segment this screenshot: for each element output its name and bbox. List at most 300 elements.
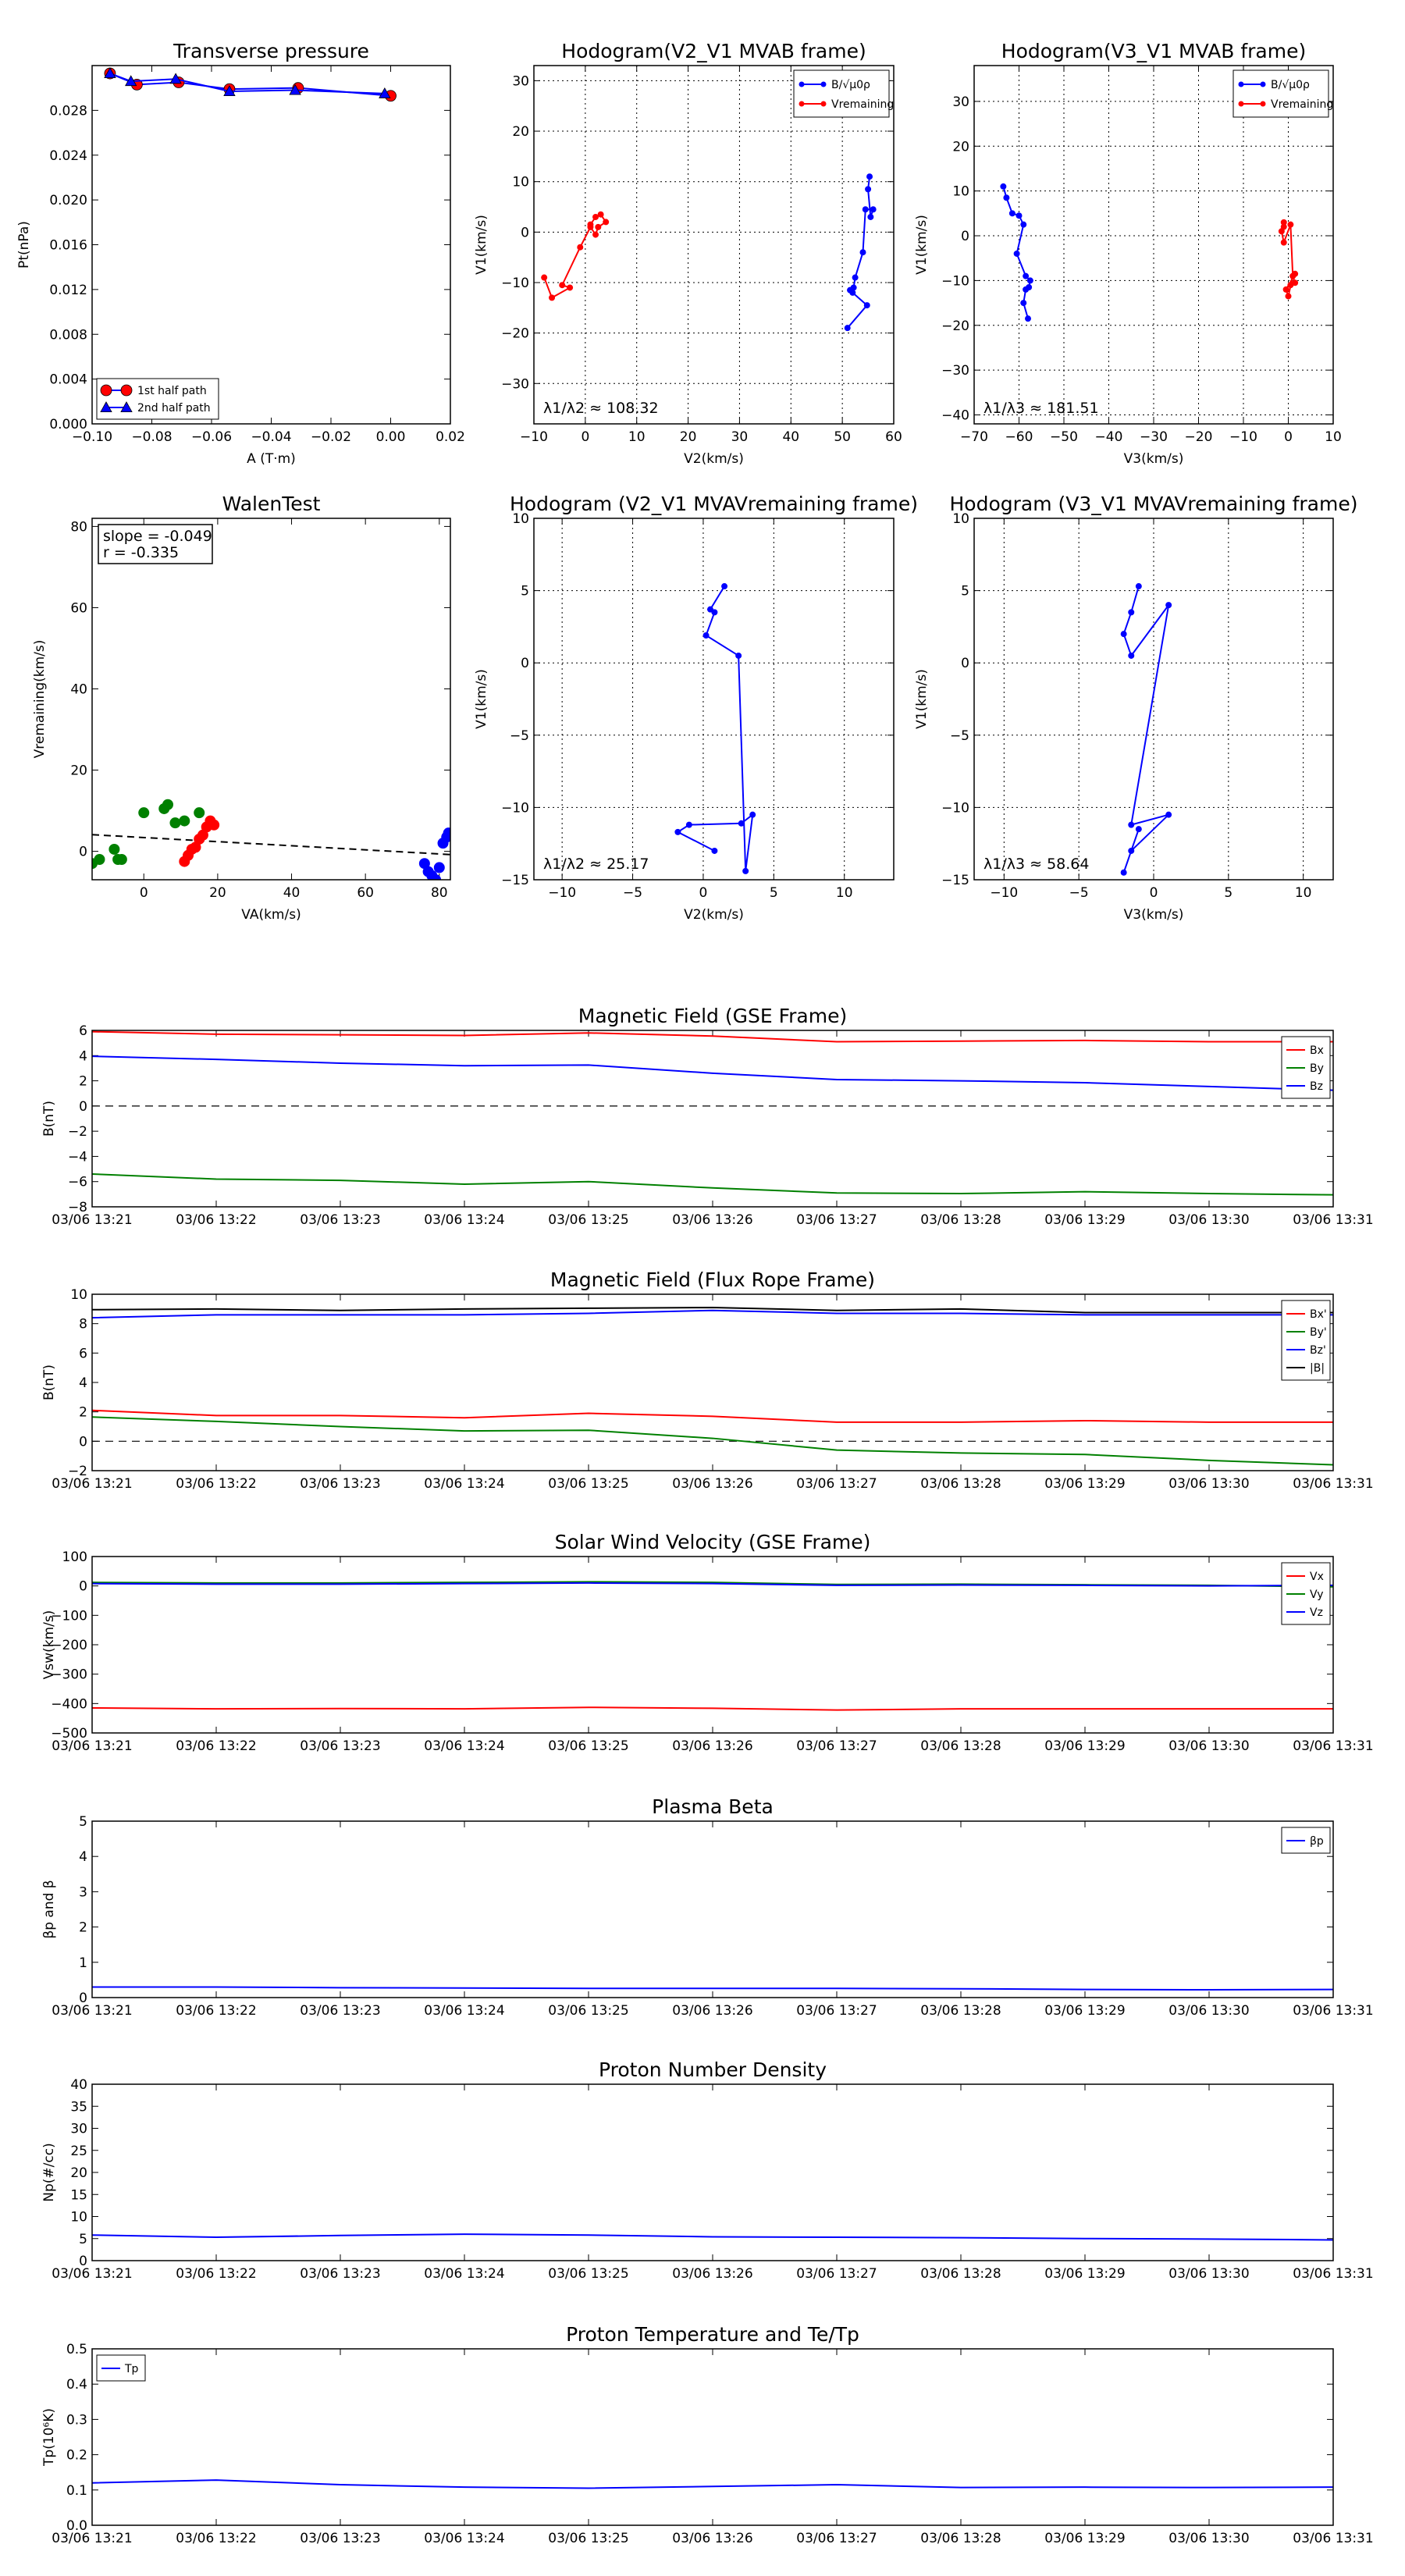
chart-title: Plasma Beta — [652, 1795, 774, 1818]
legend-label: Bx — [1310, 1044, 1324, 1057]
legend-label: By — [1310, 1062, 1324, 1075]
x-tick-label: 03/06 13:26 — [672, 1476, 753, 1492]
y-tick-label: 5 — [79, 1814, 87, 1830]
data-point — [738, 820, 744, 826]
y-tick-label: −2 — [67, 1464, 87, 1479]
data-point — [1004, 195, 1009, 201]
data-point — [1023, 286, 1029, 292]
data-point — [712, 610, 717, 615]
y-tick-label: −5 — [949, 728, 969, 744]
data-point — [722, 584, 727, 589]
y-tick-label: 3 — [79, 1884, 87, 1901]
data-point — [209, 820, 219, 830]
x-tick-label: 03/06 13:24 — [424, 1212, 505, 1228]
data-point — [1136, 584, 1141, 589]
chart-title: Hodogram (V2_V1 MVAVremaining frame) — [510, 493, 918, 515]
x-tick-label: 03/06 13:26 — [672, 2266, 753, 2282]
data-point — [1279, 229, 1284, 234]
y-tick-label: −30 — [501, 376, 529, 393]
y-tick-label: −10 — [501, 275, 529, 291]
data-point — [845, 326, 850, 331]
x-tick-label: −10 — [990, 885, 1019, 901]
y-tick-label: 0.2 — [66, 2447, 87, 2464]
data-point — [1026, 316, 1031, 322]
chart-title: Magnetic Field (Flux Rope Frame) — [550, 1268, 876, 1291]
y-tick-label: 100 — [62, 1550, 87, 1565]
legend-marker — [101, 385, 112, 396]
x-tick-label: 03/06 13:25 — [548, 1212, 629, 1228]
data-point — [870, 207, 876, 212]
x-tick-label: −5 — [623, 885, 643, 901]
x-tick-label: −0.04 — [251, 429, 292, 445]
y-tick-label: 2 — [79, 1404, 87, 1421]
x-tick-label: 03/06 13:24 — [424, 1476, 505, 1492]
x-tick-label: 5 — [1224, 885, 1233, 901]
y-tick-label: −10 — [501, 800, 529, 817]
x-tick-label: 03/06 13:29 — [1044, 2003, 1126, 2019]
data-point — [686, 822, 692, 827]
x-axis-label: V3(km/s) — [1123, 907, 1184, 923]
data-point — [542, 275, 547, 280]
x-tick-label: 10 — [1325, 429, 1342, 445]
y-tick-label: 6 — [79, 1023, 87, 1039]
x-tick-label: 40 — [283, 885, 301, 901]
data-point — [736, 653, 742, 658]
x-tick-label: 60 — [357, 885, 374, 901]
x-tick-label: 03/06 13:26 — [672, 2531, 753, 2546]
x-tick-label: 0 — [699, 885, 708, 901]
data-point — [850, 290, 855, 295]
x-axis-label: VA(km/s) — [241, 907, 301, 923]
y-tick-label: 30 — [70, 2121, 87, 2137]
legend-marker — [1239, 82, 1244, 87]
legend-label: Tp — [125, 2363, 139, 2375]
data-point — [1014, 251, 1019, 256]
data-point — [588, 224, 593, 229]
x-tick-label: 03/06 13:26 — [672, 2003, 753, 2019]
x-tick-label: 03/06 13:27 — [796, 1738, 877, 1754]
x-tick-label: −70 — [960, 429, 988, 445]
x-tick-label: 0 — [139, 885, 148, 901]
x-tick-label: 03/06 13:22 — [176, 2003, 257, 2019]
x-tick-label: −0.08 — [131, 429, 173, 445]
data-point — [1166, 812, 1172, 817]
x-tick-label: 03/06 13:27 — [796, 1212, 877, 1228]
x-tick-label: −5 — [1069, 885, 1089, 901]
x-tick-label: 0.02 — [436, 429, 465, 445]
y-tick-label: −5 — [509, 728, 529, 744]
legend-label: Bz — [1310, 1080, 1323, 1093]
y-tick-label: 2 — [79, 1073, 87, 1090]
y-tick-label: 6 — [79, 1346, 87, 1362]
x-tick-label: 03/06 13:22 — [176, 1476, 257, 1492]
y-tick-label: 30 — [512, 73, 529, 90]
x-tick-label: −20 — [1184, 429, 1213, 445]
x-tick-label: 0 — [581, 429, 590, 445]
x-tick-label: 03/06 13:25 — [548, 1738, 629, 1754]
y-tick-label: 5 — [521, 583, 529, 600]
data-point — [750, 812, 756, 817]
y-tick-label: −30 — [941, 363, 969, 379]
x-tick-label: 03/06 13:28 — [920, 2266, 1001, 2282]
y-tick-label: 0 — [79, 2254, 87, 2269]
x-tick-label: 03/06 13:30 — [1168, 2531, 1250, 2546]
data-point — [1283, 286, 1289, 292]
y-axis-label: Np(#/cc) — [41, 2143, 57, 2202]
legend-marker — [1239, 101, 1244, 107]
y-tick-label: 4 — [79, 1048, 87, 1065]
x-tick-label: 03/06 13:23 — [300, 1212, 381, 1228]
y-tick-label: 10 — [512, 174, 529, 190]
y-tick-label: 20 — [952, 139, 969, 155]
y-tick-label: 40 — [70, 2077, 87, 2093]
y-axis-label: Vremaining(km/s) — [32, 639, 48, 759]
legend-label: 2nd half path — [137, 402, 211, 415]
y-tick-label: 0.008 — [49, 327, 87, 343]
data-point — [139, 808, 149, 818]
x-tick-label: 03/06 13:21 — [52, 1212, 133, 1228]
y-tick-label: −500 — [51, 1726, 87, 1742]
x-tick-label: 03/06 13:31 — [1293, 2531, 1374, 2546]
y-tick-label: 4 — [79, 1849, 87, 1866]
y-tick-label: 5 — [961, 583, 969, 600]
x-axis-label: A (T·m) — [247, 451, 296, 467]
y-tick-label: 10 — [70, 1287, 87, 1303]
y-tick-label: 10 — [70, 2209, 87, 2226]
y-axis-label: V1(km/s) — [474, 215, 489, 275]
y-tick-label: 0.020 — [49, 193, 87, 209]
x-tick-label: 03/06 13:31 — [1293, 1738, 1374, 1754]
x-tick-label: 03/06 13:28 — [920, 1738, 1001, 1754]
data-point — [596, 224, 601, 229]
x-tick-label: 0 — [1284, 429, 1293, 445]
y-tick-label: 0 — [521, 656, 529, 672]
y-tick-label: 35 — [70, 2099, 87, 2115]
y-tick-label: 0.024 — [49, 148, 87, 164]
data-point — [194, 808, 205, 818]
legend-label: 1st half path — [137, 385, 207, 397]
data-point — [550, 295, 555, 301]
y-tick-label: 0 — [961, 229, 969, 245]
y-tick-label: −200 — [51, 1638, 87, 1653]
x-tick-label: 03/06 13:21 — [52, 1738, 133, 1754]
y-tick-label: 2 — [79, 1920, 87, 1936]
data-point — [1129, 653, 1134, 658]
x-tick-label: 03/06 13:27 — [796, 2003, 877, 2019]
x-tick-label: −10 — [548, 885, 577, 901]
ratio-annotation: λ1/λ2 ≈ 108.32 — [543, 400, 659, 417]
y-tick-label: −4 — [67, 1149, 87, 1165]
x-tick-label: −30 — [1140, 429, 1168, 445]
y-tick-label: 40 — [70, 681, 87, 698]
legend-marker — [799, 101, 805, 107]
chart-title: Proton Temperature and Te/Tp — [566, 2323, 859, 2346]
y-axis-label: V1(km/s) — [474, 669, 489, 729]
y-tick-label: −400 — [51, 1696, 87, 1713]
legend-label: B/√μ0ρ — [1271, 79, 1310, 91]
x-tick-label: 03/06 13:30 — [1168, 1738, 1250, 1754]
x-tick-label: 03/06 13:31 — [1293, 2003, 1374, 2019]
legend-label: B/√μ0ρ — [831, 79, 870, 91]
data-point — [598, 212, 603, 217]
x-tick-label: −0.10 — [71, 429, 113, 445]
x-tick-label: 03/06 13:29 — [1044, 1738, 1126, 1754]
legend — [97, 379, 219, 419]
ratio-annotation: λ1/λ3 ≈ 181.51 — [984, 400, 1099, 417]
y-axis-label: B(nT) — [41, 1364, 57, 1401]
x-axis-label: V2(km/s) — [684, 907, 744, 923]
x-tick-label: 03/06 13:30 — [1168, 1212, 1250, 1228]
chart-title: Hodogram(V3_V1 MVAB frame) — [1001, 40, 1307, 62]
x-tick-label: −10 — [520, 429, 548, 445]
x-tick-label: 03/06 13:21 — [52, 2266, 133, 2282]
legend-marker — [121, 385, 132, 396]
legend-label: Vz — [1310, 1606, 1323, 1619]
legend-label: Bz' — [1310, 1344, 1326, 1357]
data-point — [1288, 283, 1293, 288]
x-tick-label: 03/06 13:29 — [1044, 2266, 1126, 2282]
x-tick-label: 03/06 13:28 — [920, 1212, 1001, 1228]
x-tick-label: 03/06 13:24 — [424, 1738, 505, 1754]
x-tick-label: 03/06 13:21 — [52, 2003, 133, 2019]
data-point — [1016, 213, 1022, 219]
data-point — [712, 848, 717, 853]
y-tick-label: 0.012 — [49, 282, 87, 298]
y-tick-label: 10 — [512, 511, 529, 527]
x-tick-label: 10 — [628, 429, 646, 445]
y-tick-label: 0 — [79, 1434, 87, 1450]
x-tick-label: −0.02 — [310, 429, 352, 445]
x-tick-label: 03/06 13:26 — [672, 1212, 753, 1228]
y-tick-label: −20 — [941, 318, 969, 334]
y-axis-label: Tp(10⁶K) — [41, 2407, 57, 2467]
y-tick-label: 10 — [952, 511, 969, 527]
data-point — [866, 187, 871, 192]
data-point — [163, 799, 173, 809]
y-axis-label: βp and β — [41, 1880, 57, 1939]
x-tick-label: 03/06 13:29 — [1044, 1212, 1126, 1228]
chart-title: Transverse pressure — [173, 40, 369, 62]
data-point — [593, 232, 599, 237]
y-tick-label: 0 — [79, 1991, 87, 2006]
y-tick-label: −100 — [51, 1608, 87, 1624]
y-tick-label: −6 — [67, 1174, 87, 1190]
fit-stat: slope = -0.049 — [103, 528, 212, 545]
x-tick-label: 03/06 13:21 — [52, 2531, 133, 2546]
x-tick-label: 20 — [209, 885, 226, 901]
y-axis-label: V1(km/s) — [914, 669, 930, 729]
x-axis-label: V3(km/s) — [1123, 451, 1184, 467]
data-point — [868, 214, 873, 219]
legend-marker — [1261, 82, 1266, 87]
x-tick-label: 03/06 13:24 — [424, 2003, 505, 2019]
x-tick-label: −50 — [1050, 429, 1078, 445]
y-tick-label: 80 — [70, 519, 87, 535]
data-point — [578, 244, 583, 250]
x-tick-label: −10 — [1229, 429, 1257, 445]
data-point — [1121, 870, 1126, 875]
x-tick-label: 0 — [1149, 885, 1158, 901]
y-tick-label: 0.016 — [49, 237, 87, 254]
y-axis-label: V1(km/s) — [914, 215, 930, 275]
x-tick-label: 03/06 13:26 — [672, 1738, 753, 1754]
x-tick-label: 03/06 13:22 — [176, 2531, 257, 2546]
x-tick-label: 03/06 13:27 — [796, 2266, 877, 2282]
chart-title: Proton Number Density — [599, 2058, 827, 2081]
y-axis-label: Vsw(km/s) — [41, 1610, 57, 1680]
y-tick-label: 5 — [79, 2231, 87, 2247]
legend-marker — [1261, 101, 1266, 107]
x-tick-label: 03/06 13:30 — [1168, 1476, 1250, 1492]
x-tick-label: 20 — [679, 429, 697, 445]
y-tick-label: 20 — [512, 124, 529, 141]
x-tick-label: 03/06 13:31 — [1293, 1476, 1374, 1492]
y-tick-label: 0 — [961, 656, 969, 672]
x-tick-label: 03/06 13:24 — [424, 2266, 505, 2282]
data-point — [1129, 822, 1134, 827]
x-tick-label: 80 — [430, 885, 448, 901]
y-tick-label: 0 — [79, 844, 87, 860]
y-tick-label: 30 — [952, 94, 969, 110]
y-tick-label: −300 — [51, 1667, 87, 1683]
legend-marker — [799, 82, 805, 87]
data-point — [593, 214, 599, 219]
y-tick-label: −10 — [941, 273, 969, 290]
legend-label: Vx — [1310, 1571, 1324, 1583]
data-point — [560, 283, 565, 288]
x-tick-label: 03/06 13:28 — [920, 2003, 1001, 2019]
data-point — [703, 633, 709, 639]
y-tick-label: 0.028 — [49, 103, 87, 119]
y-tick-label: −2 — [67, 1124, 87, 1140]
x-tick-label: 03/06 13:25 — [548, 1476, 629, 1492]
x-tick-label: 03/06 13:28 — [920, 2531, 1001, 2546]
x-tick-label: 03/06 13:27 — [796, 2531, 877, 2546]
chart-title: Solar Wind Velocity (GSE Frame) — [554, 1531, 871, 1553]
legend-label: βp — [1310, 1835, 1324, 1848]
y-tick-label: 0.0 — [66, 2518, 87, 2534]
y-tick-label: −8 — [67, 1200, 87, 1215]
legend-marker — [821, 101, 827, 107]
y-tick-label: 0.4 — [66, 2377, 87, 2393]
x-tick-label: 03/06 13:24 — [424, 2531, 505, 2546]
data-point — [1136, 827, 1141, 832]
y-tick-label: 0.5 — [66, 2342, 87, 2357]
y-tick-label: 1 — [79, 1955, 87, 1971]
data-point — [860, 250, 866, 255]
data-point — [434, 863, 444, 873]
x-tick-label: −60 — [1005, 429, 1033, 445]
y-tick-label: −40 — [941, 407, 969, 424]
y-tick-label: 20 — [70, 2165, 87, 2181]
data-point — [852, 275, 858, 280]
y-tick-label: 25 — [70, 2143, 87, 2159]
y-tick-label: 0.000 — [49, 417, 87, 432]
chart-title: Hodogram (V3_V1 MVAVremaining frame) — [949, 493, 1358, 515]
data-point — [675, 829, 681, 834]
data-point — [1021, 222, 1026, 227]
x-tick-label: 5 — [769, 885, 778, 901]
x-tick-label: 0.00 — [375, 429, 406, 445]
data-point — [1166, 603, 1172, 608]
data-point — [1288, 222, 1293, 227]
x-tick-label: 10 — [1294, 885, 1312, 901]
y-tick-label: 20 — [70, 763, 87, 779]
x-axis-label: V2(km/s) — [684, 451, 744, 467]
x-tick-label: 03/06 13:25 — [548, 2266, 629, 2282]
x-tick-label: 03/06 13:23 — [300, 2531, 381, 2546]
x-tick-label: 03/06 13:21 — [52, 1476, 133, 1492]
x-tick-label: 30 — [731, 429, 749, 445]
legend — [1282, 1827, 1330, 1853]
data-point — [863, 207, 868, 212]
ratio-annotation: λ1/λ2 ≈ 25.17 — [543, 856, 649, 873]
legend-label: Vremaining — [1271, 98, 1334, 111]
chart-title: Hodogram(V2_V1 MVAB frame) — [561, 40, 866, 62]
legend-marker — [821, 82, 827, 87]
data-point — [1009, 211, 1015, 216]
chart-title: WalenTest — [222, 493, 321, 515]
data-point — [109, 844, 119, 854]
data-point — [1121, 632, 1126, 637]
data-point — [116, 854, 126, 864]
legend — [1282, 1563, 1330, 1624]
y-tick-label: 60 — [70, 600, 87, 617]
x-tick-label: 03/06 13:23 — [300, 2266, 381, 2282]
y-tick-label: −15 — [501, 873, 529, 888]
x-tick-label: 03/06 13:23 — [300, 1738, 381, 1754]
data-point — [1021, 301, 1026, 306]
x-tick-label: −40 — [1094, 429, 1123, 445]
data-point — [1129, 610, 1134, 615]
legend-label: By' — [1310, 1326, 1327, 1339]
data-point — [1027, 278, 1033, 283]
y-tick-label: 4 — [79, 1375, 87, 1391]
data-point — [743, 868, 749, 873]
x-tick-label: 03/06 13:25 — [548, 2003, 629, 2019]
legend-label: Bx' — [1310, 1308, 1327, 1321]
x-tick-label: 03/06 13:22 — [176, 1738, 257, 1754]
y-tick-label: 10 — [952, 183, 969, 200]
data-point — [864, 303, 870, 308]
x-tick-label: 03/06 13:23 — [300, 2003, 381, 2019]
x-tick-label: 10 — [835, 885, 853, 901]
x-tick-label: 03/06 13:30 — [1168, 2266, 1250, 2282]
data-point — [1293, 271, 1298, 276]
data-point — [1023, 273, 1029, 279]
ratio-annotation: λ1/λ3 ≈ 58.64 — [984, 856, 1090, 873]
x-tick-label: 03/06 13:25 — [548, 2531, 629, 2546]
y-axis-label: Pt(nPa) — [16, 221, 32, 269]
y-tick-label: 0.1 — [66, 2482, 87, 2499]
x-tick-label: 03/06 13:23 — [300, 1476, 381, 1492]
legend-label: Vy — [1310, 1589, 1324, 1601]
x-tick-label: 50 — [834, 429, 851, 445]
data-point — [603, 219, 609, 225]
chart-title: Magnetic Field (GSE Frame) — [578, 1005, 848, 1027]
legend — [794, 70, 894, 117]
fit-stat: r = -0.335 — [103, 544, 180, 561]
data-point — [567, 285, 573, 290]
y-tick-label: −10 — [941, 800, 969, 817]
legend-label: Vremaining — [831, 98, 895, 111]
x-tick-label: 03/06 13:22 — [176, 2266, 257, 2282]
x-tick-label: 03/06 13:31 — [1293, 2266, 1374, 2282]
legend — [1282, 1037, 1330, 1098]
y-axis-label: B(nT) — [41, 1100, 57, 1137]
y-tick-label: 0.3 — [66, 2412, 87, 2428]
data-point — [867, 174, 873, 180]
